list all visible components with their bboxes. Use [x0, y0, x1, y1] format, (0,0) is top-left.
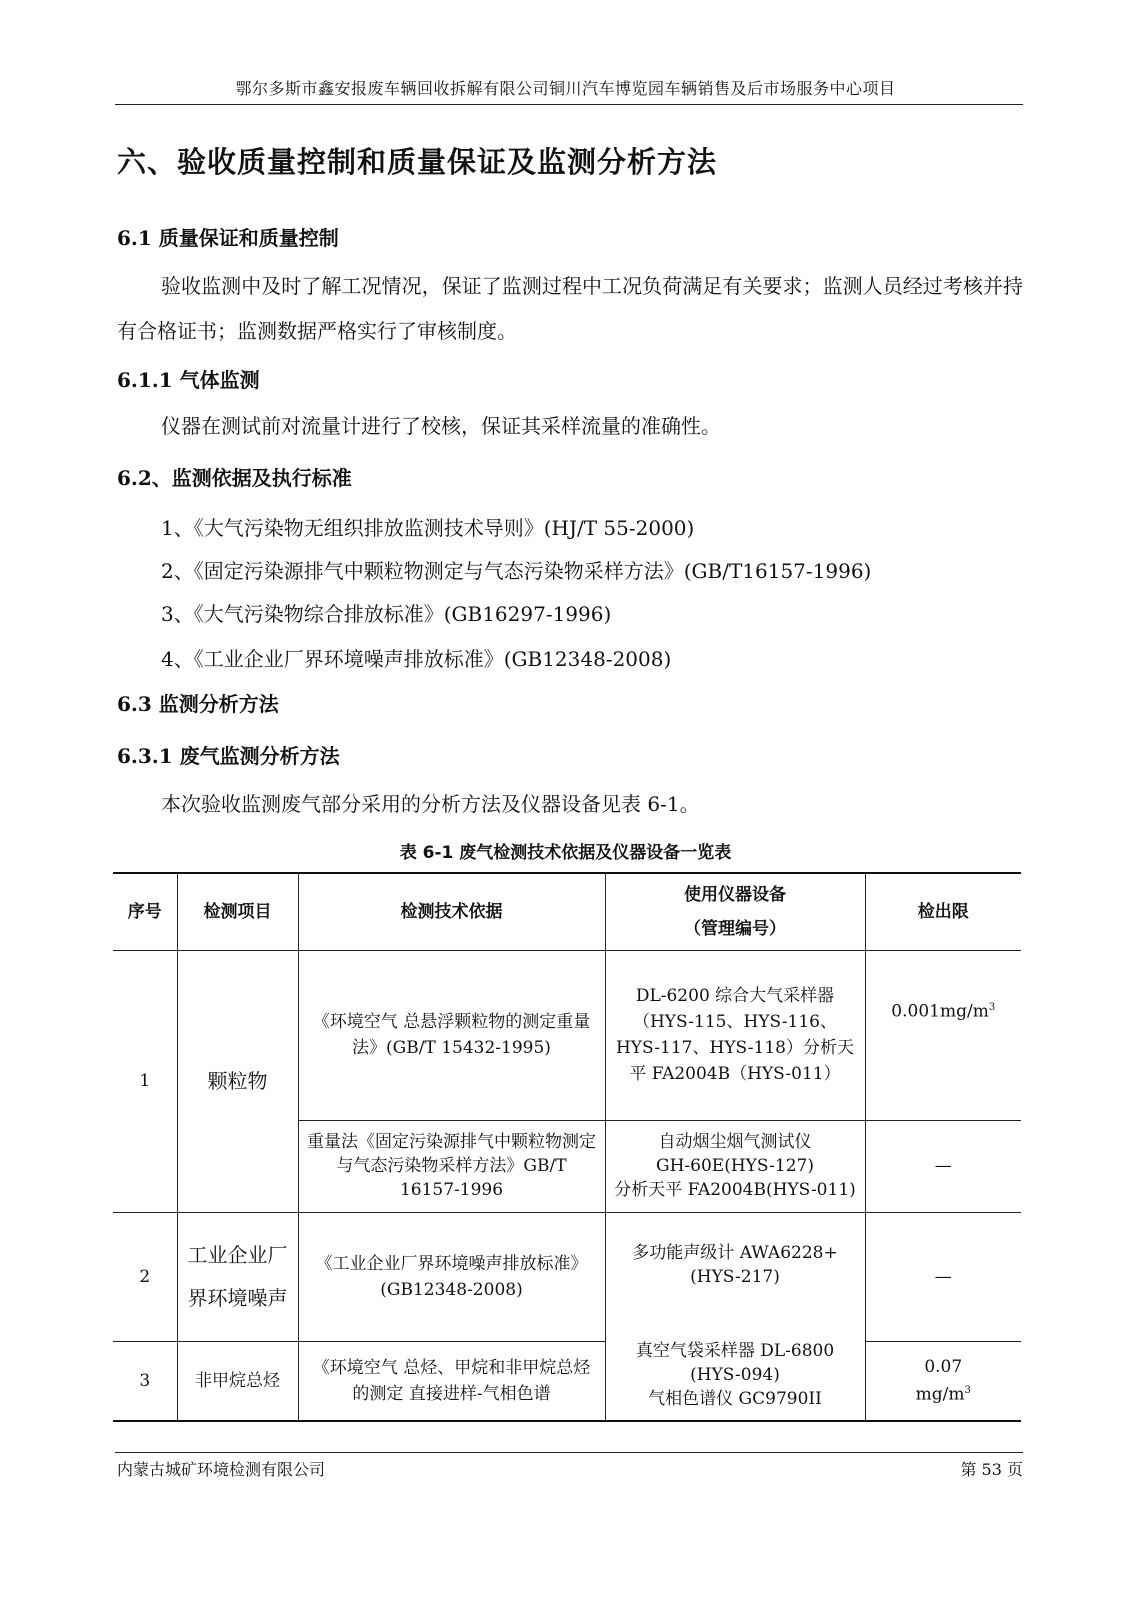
limit-superscript: 3 — [964, 1384, 971, 1396]
cell-equipment: DL-6200 综合大气采样器（HYS-115、HYS-116、HYS-117、HYS-118）分析天平 FA2004B（HYS-011） — [605, 950, 865, 1120]
table-caption: 表 6-1 废气检测技术依据及仪器设备一览表 — [399, 843, 732, 863]
equipment-line: 气相色谱仪 GC9790II — [648, 1388, 822, 1409]
cell-limit — [865, 950, 1021, 1120]
heading-6-3: 6.3 监测分析方法 — [117, 692, 279, 716]
page-header: 鄂尔多斯市鑫安报废车辆回收拆解有限公司铜川汽车博览园车辆销售及后市场服务中心项目 — [235, 79, 896, 98]
header-equipment-line: （管理编号） — [684, 918, 786, 939]
cell-equipment — [605, 1120, 865, 1212]
section-title: 六、验收质量控制和质量保证及监测分析方法 — [117, 145, 718, 179]
cell-basis: 《工业企业厂界环境噪声排放标准》(GB12348-2008) — [298, 1212, 605, 1341]
equipment-line: 真空气袋采样器 DL-6800 — [635, 1340, 835, 1361]
cell-no: 3 — [113, 1341, 177, 1421]
header-basis: 检测技术依据 — [298, 873, 605, 950]
cell-basis: 《环境空气 总悬浮颗粒物的测定重量法》(GB/T 15432-1995) — [298, 950, 605, 1120]
equipment-line: 自动烟尘烟气测试仪 — [658, 1132, 812, 1152]
analysis-method-table — [113, 872, 1021, 1422]
footer-page-number: 第 53 页 — [960, 1460, 1023, 1479]
cell-equipment — [605, 1212, 865, 1421]
paragraph-6-1: 验收监测中及时了解工况情况，保证了监测过程中工况负荷满足有关要求；监测人员经过考核并持有合格证书；监测数据严格实行了审核制度。 — [117, 274, 1023, 343]
table-row — [113, 1212, 1021, 1341]
cell-basis: 重量法《固定污染源排气中颗粒物测定与气态污染物采样方法》GB/T 16157-1996 — [298, 1120, 605, 1212]
equipment-line: (HYS-217) — [690, 1266, 780, 1287]
standard-item: 2、《固定污染源排气中颗粒物测定与气态污染物采样方法》(GB/T16157-1996) — [161, 559, 872, 583]
paragraph-6-1-1: 仪器在测试前对流量计进行了校核，保证其采样流量的准确性。 — [161, 414, 721, 438]
heading-6-2: 6.2、监测依据及执行标准 — [117, 466, 352, 490]
cell-no: 2 — [113, 1212, 177, 1341]
table-header-row — [113, 873, 1021, 950]
header-equipment-line: 使用仪器设备 — [684, 884, 786, 905]
cell-limit: — — [865, 1212, 1021, 1341]
standard-item: 4、《工业企业厂界环境噪声排放标准》(GB12348-2008) — [161, 647, 672, 671]
standard-item: 1、《大气污染物无组织排放监测技术导则》(HJ/T 55-2000) — [161, 516, 695, 540]
header-limit: 检出限 — [865, 873, 1021, 950]
cell-limit — [865, 1341, 1021, 1421]
cell-basis: 《环境空气 总烃、甲烷和非甲烷总烃的测定 直接进样-气相色谱 — [298, 1341, 605, 1421]
cell-limit: — — [865, 1120, 1021, 1212]
cell-item: 非甲烷总烃 — [177, 1341, 298, 1421]
paragraph-6-3-1: 本次验收监测废气部分采用的分析方法及仪器设备见表 6-1。 — [161, 792, 700, 816]
table-row — [113, 1341, 1021, 1421]
header-rule — [115, 104, 1023, 105]
cell-no: 1 — [113, 950, 177, 1212]
cell-item: 工业企业厂界环境噪声 — [177, 1212, 298, 1341]
header-no: 序号 — [113, 873, 177, 950]
limit-value: 0.001mg/m — [891, 1001, 989, 1022]
header-item: 检测项目 — [177, 873, 298, 950]
cell-item: 颗粒物 — [177, 950, 298, 1212]
heading-6-3-1: 6.3.1 废气监测分析方法 — [117, 744, 340, 768]
equipment-line: GH-60E(HYS-127) — [656, 1156, 814, 1176]
footer-company: 内蒙古城矿环境检测有限公司 — [117, 1460, 326, 1479]
standard-item: 3、《大气污染物综合排放标准》(GB16297-1996) — [161, 602, 612, 626]
footer-rule — [115, 1452, 1023, 1453]
equipment-line: 多功能声级计 AWA6228+ — [632, 1242, 838, 1263]
equipment-line: 分析天平 FA2004B(HYS-011) — [614, 1180, 856, 1200]
equipment-line: (HYS-094) — [690, 1364, 780, 1385]
limit-unit: mg/m — [915, 1384, 965, 1405]
heading-6-1-1: 6.1.1 气体监测 — [117, 368, 260, 392]
table-row — [113, 950, 1021, 1120]
header-equipment — [605, 873, 865, 950]
heading-6-1: 6.1 质量保证和质量控制 — [117, 226, 339, 250]
limit-superscript: 3 — [988, 1001, 996, 1013]
limit-value: 0.07 — [924, 1356, 963, 1377]
